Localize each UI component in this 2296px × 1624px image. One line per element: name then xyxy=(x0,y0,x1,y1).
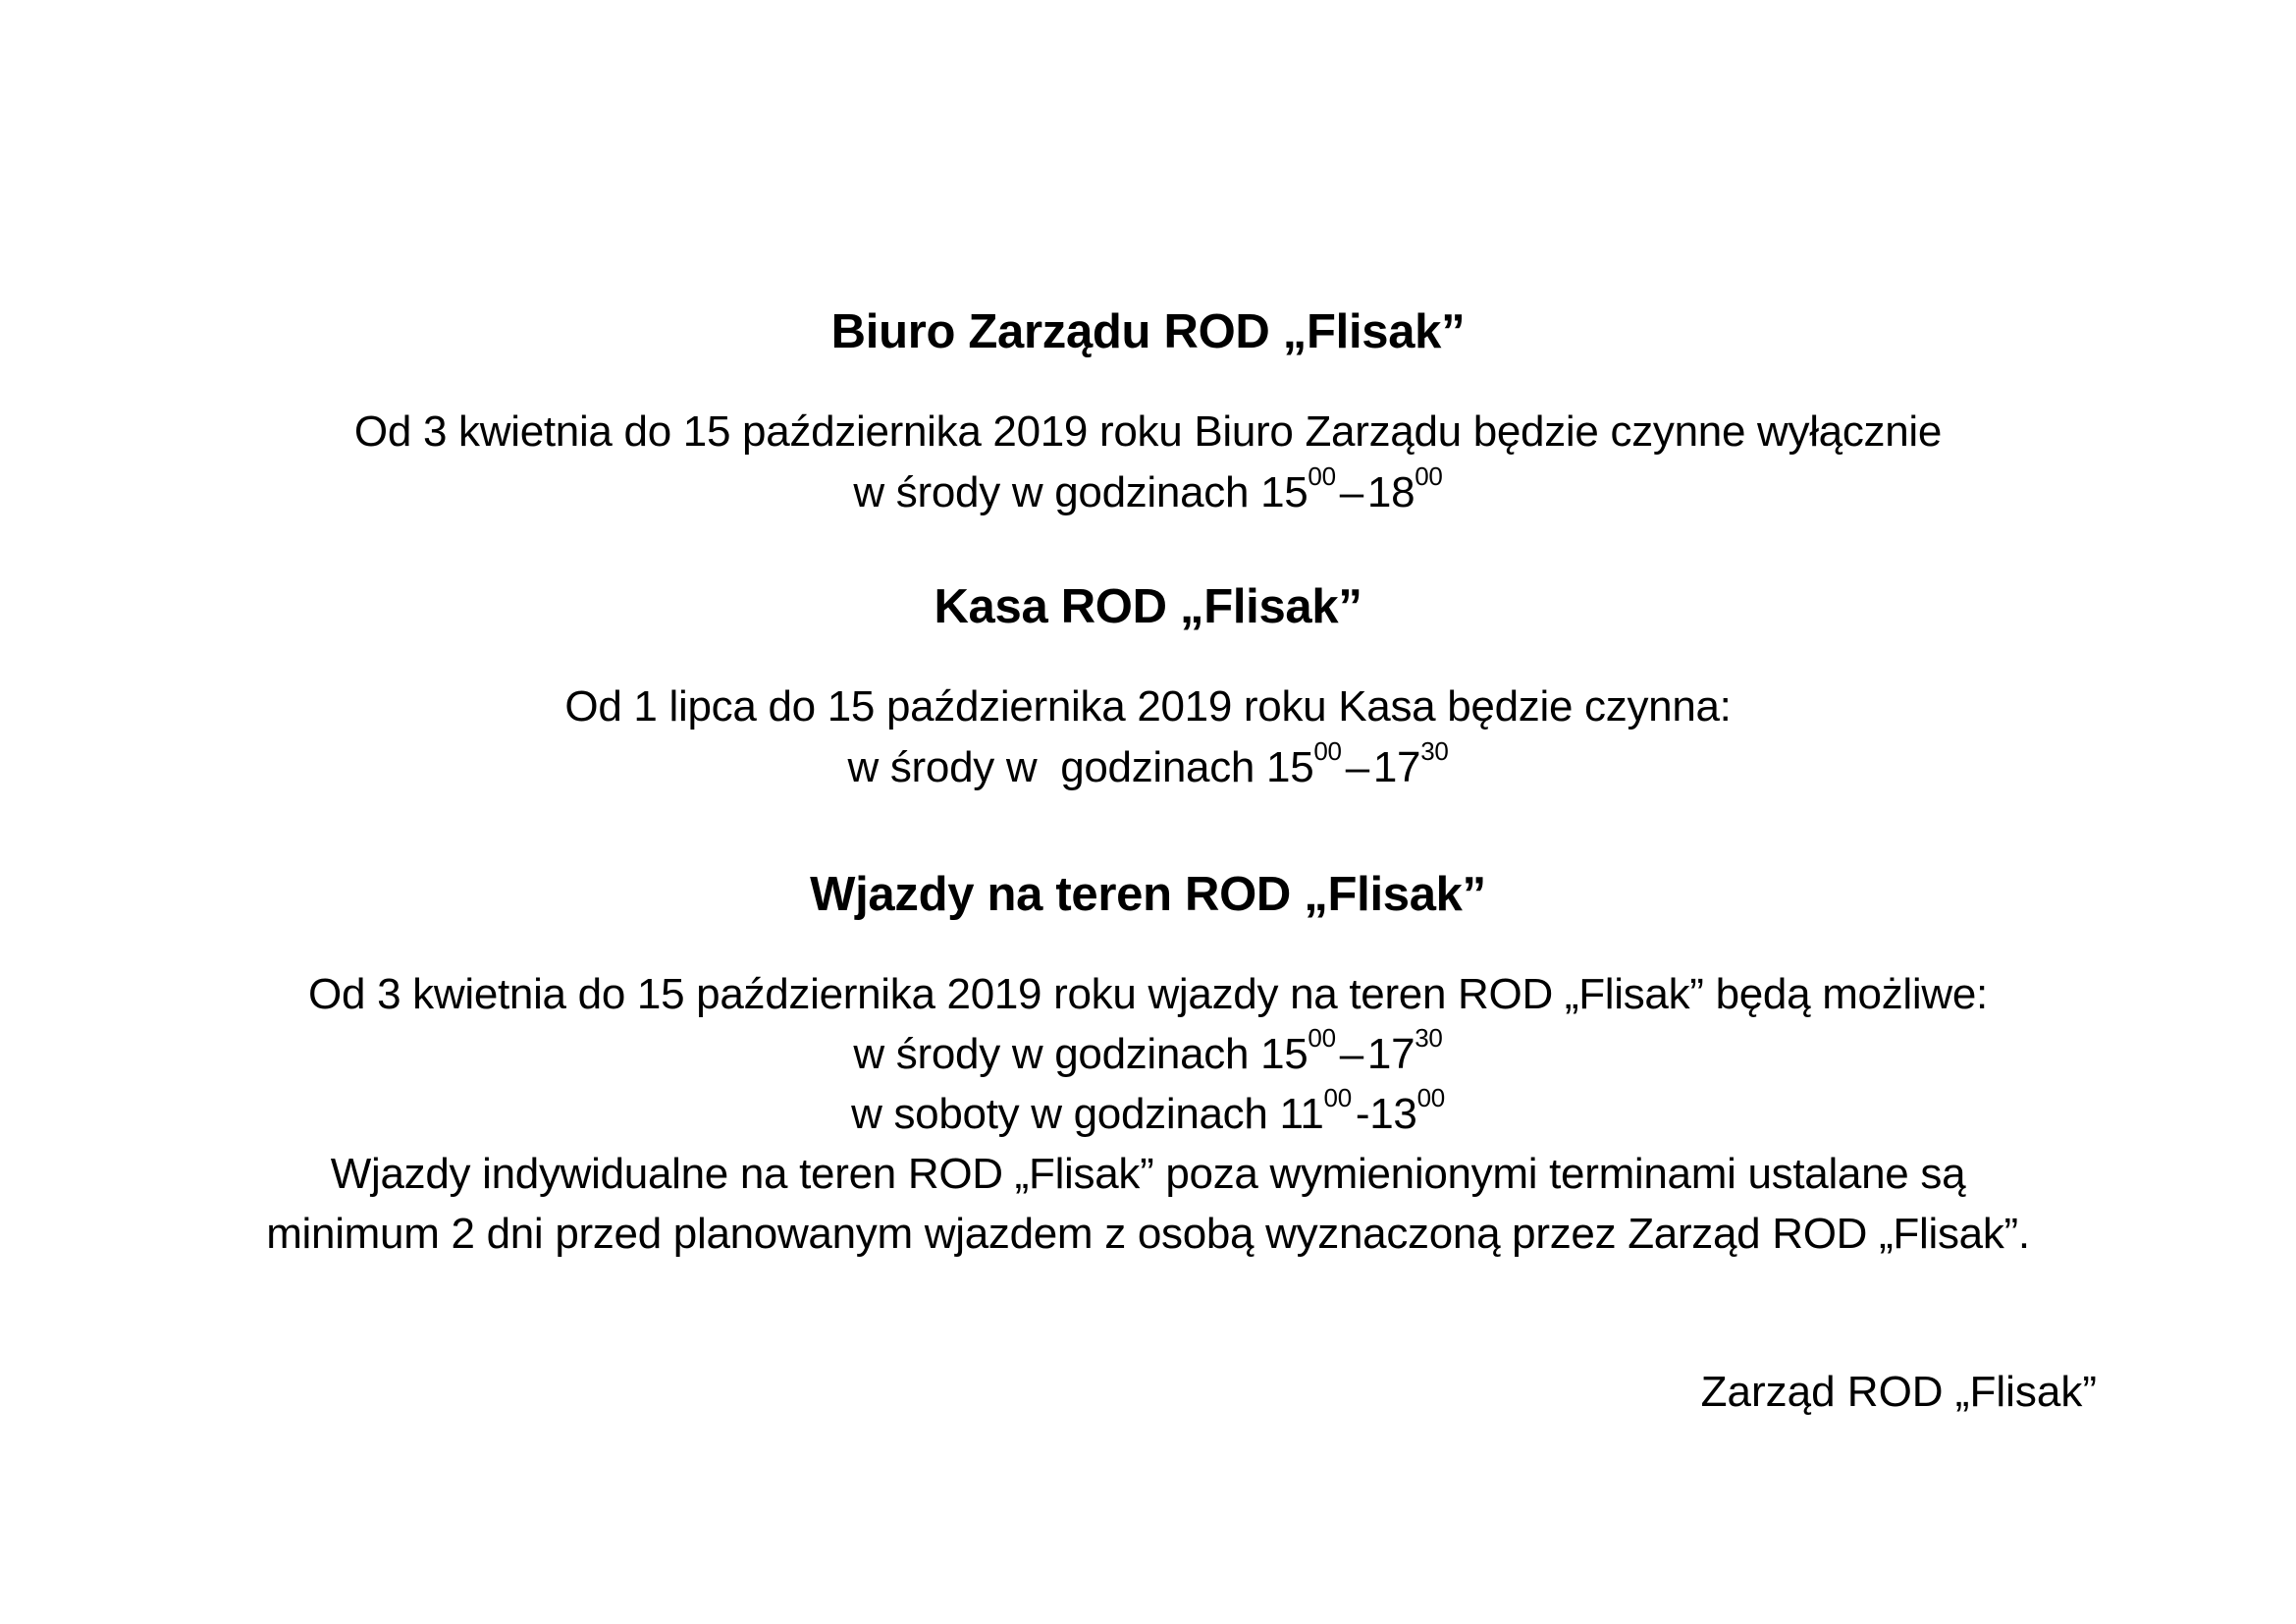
hours-prefix: w środy w godzinach xyxy=(853,1030,1261,1078)
entry-intro: Od 3 kwietnia do 15 października 2019 roku wjazdy na teren ROD „Flisak” będą możliwe: xyxy=(308,970,1988,1018)
hours-to-minutes: 30 xyxy=(1420,736,1449,767)
entry-note-line-2: minimum 2 dni przed planowanym wjazdem z osobą wyznaczoną przez Zarząd ROD „Flisak”. xyxy=(266,1210,2030,1258)
hours-separator: – xyxy=(1345,743,1369,791)
cashier-hours-wednesday xyxy=(0,738,2296,797)
signature: Zarząd ROD „Flisak” xyxy=(1700,1368,2097,1416)
hours-to-hour: 17 xyxy=(1372,743,1421,791)
hours-prefix: w soboty w godzinach xyxy=(851,1090,1280,1138)
hours-to-hour: 13 xyxy=(1369,1090,1417,1138)
hours-from-hour: 15 xyxy=(1260,1030,1308,1078)
cashier-intro: Od 1 lipca do 15 października 2019 roku Kasa będzie czynna: xyxy=(564,682,1732,731)
cashier-heading: Kasa ROD „Flisak” xyxy=(934,580,1362,633)
hours-from-minutes: 00 xyxy=(1313,736,1342,767)
hours-from-hour: 15 xyxy=(1260,468,1308,516)
hours-from-minutes: 00 xyxy=(1323,1083,1352,1113)
hours-to-hour: 18 xyxy=(1366,468,1415,516)
hours-separator: – xyxy=(1339,1030,1363,1078)
hours-to-minutes: 00 xyxy=(1415,461,1443,492)
entry-note-line-1: Wjazdy indywidualne na teren ROD „Flisak” poza wymienionymi terminami ustalane są xyxy=(330,1150,1966,1198)
hours-from-minutes: 00 xyxy=(1308,1023,1336,1054)
office-hours-wednesday xyxy=(0,463,2296,522)
office-intro: Od 3 kwietnia do 15 października 2019 roku Biuro Zarządu będzie czynne wyłącznie xyxy=(353,407,1943,456)
hours-prefix: w środy w godzinach xyxy=(847,743,1267,791)
hours-from-hour: 11 xyxy=(1279,1090,1324,1138)
entry-hours-wednesday xyxy=(0,1025,2296,1084)
hours-to-minutes: 30 xyxy=(1415,1023,1443,1054)
entry-hours-saturday xyxy=(0,1085,2296,1144)
hours-from-hour: 15 xyxy=(1266,743,1314,791)
hours-separator: - xyxy=(1355,1090,1370,1138)
hours-prefix: w środy w godzinach xyxy=(853,468,1261,516)
hours-from-minutes: 00 xyxy=(1308,461,1336,492)
entry-heading: Wjazdy na teren ROD „Flisak” xyxy=(810,868,1486,921)
hours-separator: – xyxy=(1339,468,1363,516)
office-heading: Biuro Zarządu ROD „Flisak” xyxy=(830,305,1466,358)
hours-to-hour: 17 xyxy=(1366,1030,1415,1078)
hours-to-minutes: 00 xyxy=(1416,1083,1445,1113)
